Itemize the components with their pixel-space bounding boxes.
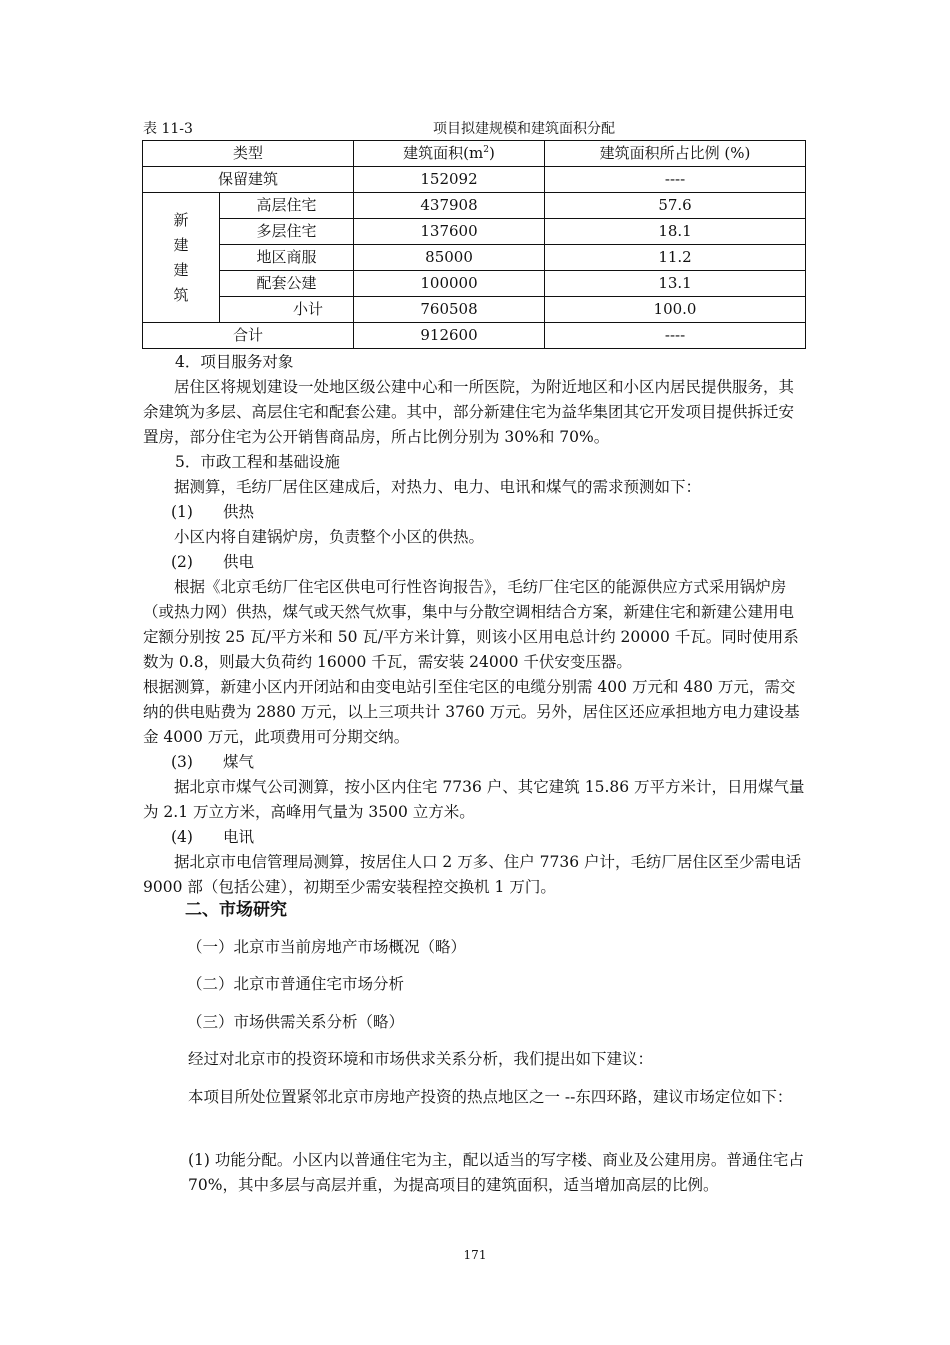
- item-power-body-1: 根据《北京毛纺厂住宅区供电可行性咨询报告》，毛纺厂住宅区的能源供应方式采用锅炉房（或热力网）供热，煤气或天然气炊事，集中与分散空调相结合方案，新建住宅和新建公建用电定额分别按 25 瓦/平方米和 50 瓦/平方米计算，则该小区用电总计约 20000 千瓦。同时使用系数为 0.8，则最大负荷约 16000 千瓦，需安装 24000 千伏安变压器。: [143, 578, 799, 671]
- item-heating-heading: (1) 供热: [171, 503, 255, 521]
- header-type: 类型: [143, 141, 354, 167]
- row-ratio: 57.6: [545, 193, 806, 219]
- row-area: 912600: [354, 323, 545, 349]
- section-4-body: 居住区将规划建设一处地区级公建中心和一所医院，为附近地区和小区内居民提供服务，其余建筑为多层、高层住宅和配套公建。其中，部分新建住宅为益华集团其它开发项目提供拆迁安置房，部分住宅为公开销售商品房，所占比例分别为 30%和 70%。: [143, 378, 795, 446]
- item-telecom-body: 据北京市电信管理局测算，按居住人口 2 万多、住户 7736 户计，毛纺厂居住区至少需电话 9000 部（包括公建），初期至少需安装程控交换机 1 万门。: [143, 853, 802, 896]
- section-4-heading: 4．项目服务对象: [175, 353, 294, 371]
- row-area: 137600: [354, 219, 545, 245]
- table-caption: [143, 118, 805, 138]
- outline-item: （三）市场供需关系分析（略）: [187, 1013, 405, 1031]
- header-area: 建筑面积$(m^2)$: [354, 141, 545, 167]
- row-label: 地区商服: [220, 245, 354, 271]
- outline-item: （一）北京市当前房地产市场概况（略）: [187, 938, 467, 956]
- row-ratio: 18.1: [545, 219, 806, 245]
- item-power-heading: (2) 供电: [171, 553, 255, 571]
- row-label: 多层住宅: [220, 219, 354, 245]
- table-row-total: [143, 323, 806, 349]
- row-ratio: 100.0: [545, 297, 806, 323]
- table-number: 表 11-3: [143, 121, 193, 137]
- market-para-3: (1) 功能分配。小区内以普通住宅为主，配以适当的写字楼、商业及公建用房。普通住宅占 70%，其中多层与高层并重，为提高项目的建筑面积，适当增加高层的比例。: [188, 1151, 804, 1194]
- row-label: 合计: [143, 323, 354, 349]
- row-ratio: 11.2: [545, 245, 806, 271]
- table-header-row: [143, 141, 806, 167]
- row-label: 配套公建: [220, 271, 354, 297]
- item-gas-heading: (3) 煤气: [171, 753, 255, 771]
- row-label: 小计: [220, 297, 354, 323]
- new-building-group-label: 新建建筑: [143, 193, 220, 323]
- section-5-intro: 据测算，毛纺厂居住区建成后，对热力、电力、电讯和煤气的需求预测如下：: [174, 478, 702, 496]
- page-number: 171: [463, 1248, 487, 1262]
- row-ratio: ----: [545, 167, 806, 193]
- row-area: 152092: [354, 167, 545, 193]
- market-research-title: 二、市场研究: [185, 900, 287, 920]
- market-para-2: 本项目所处位置紧邻北京市房地产投资的热点地区之一 --东四环路，建议市场定位如下：: [188, 1088, 793, 1106]
- outline-item: （二）北京市普通住宅市场分析: [187, 975, 405, 993]
- table-row-subtotal: [143, 297, 806, 323]
- header-ratio: 建筑面积所占比例 (%): [545, 141, 806, 167]
- row-area: 760508: [354, 297, 545, 323]
- item-heating-body: 小区内将自建锅炉房，负责整个小区的供热。: [174, 528, 485, 546]
- table-row: [143, 193, 806, 219]
- market-para-1: 经过对北京市的投资环境和市场供求关系分析，我们提出如下建议：: [188, 1050, 654, 1068]
- table-row: [143, 271, 806, 297]
- row-ratio: 13.1: [545, 271, 806, 297]
- item-telecom-heading: (4) 电讯: [171, 828, 255, 846]
- table-title: 项目拟建规模和建筑面积分配: [433, 121, 615, 137]
- row-ratio: ----: [545, 323, 806, 349]
- row-label: 高层住宅: [220, 193, 354, 219]
- row-area: 85000: [354, 245, 545, 271]
- section-5-heading: 5．市政工程和基础设施: [175, 453, 340, 471]
- table-row: [143, 245, 806, 271]
- row-area: 100000: [354, 271, 545, 297]
- building-area-table: [142, 140, 806, 349]
- row-area: 437908: [354, 193, 545, 219]
- row-label: 保留建筑: [143, 167, 354, 193]
- table-row: [143, 219, 806, 245]
- item-power-body-2: 根据测算，新建小区内开闭站和由变电站引至住宅区的电缆分别需 400 万元和 480 万元，需交纳的供电贴费为 2880 万元，以上三项共计 3760 万元。另外，居住区还应承担地方电力建设基金 4000 万元，此项费用可分期交纳。: [143, 678, 800, 746]
- table-row: [143, 167, 806, 193]
- item-gas-body: 据北京市煤气公司测算，按小区内住宅 7736 户、其它建筑 15.86 万平方米计，日用煤气量为 2.1 万立方米，高峰用气量为 3500 立方米。: [143, 778, 805, 821]
